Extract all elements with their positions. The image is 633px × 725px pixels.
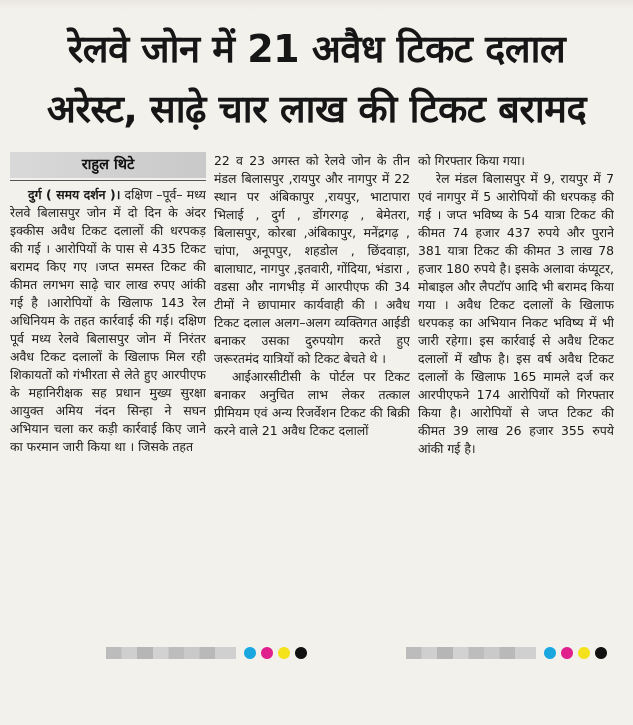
yellow-registration-dot bbox=[278, 647, 290, 659]
yellow-registration-dot-right bbox=[578, 647, 590, 659]
column-3-paragraph-1: को गिरफ्तार किया गया। bbox=[418, 153, 525, 168]
column-3-paragraph-2: रेल मंडल बिलासपुर में 9, रायपुर में 7 एवं नागपुर में 5 आरोपियों की धरपकड़ की गई । जप्त भविष्य के 54 यात्रा टिकट की कीमत 74 हजार 437 रुपये और पुराने 381 यात्रा टिकट की कीमत 3 लाख 78 हजार 180 रुपये है। इसके अलावा कंप्यूटर, मोबाइल और लैपटॉप आदि भी बरामद किया गया । अवैध टिकट दलालों के खिलाफ धरपकड़ का अभियान निकट भविष्य में भी जारी रहेगा। इस कार्रवाई से अवैध टिकट दलालों में खौफ है। इस वर्ष अवैध टिकट दलालों के खिलाफ 165 मामले दर्ज कर आरपीएफने 174 आरोपियों को गिरफ्तार किया है। आरोपियों से जप्त टिकट की कीमत 39 लाख 26 हजार 355 रुपये आंकी गई है। bbox=[418, 171, 614, 456]
top-edge-strip bbox=[0, 0, 633, 10]
article-column-2 bbox=[214, 152, 410, 440]
article-column-3 bbox=[418, 152, 614, 458]
byline: राहुल थिटे bbox=[10, 152, 206, 178]
magenta-registration-dot-right bbox=[561, 647, 573, 659]
column-2-paragraph-1: 22 व 23 अगस्त को रेलवे जोन के तीन मंडल बिलासपुर ,रायपुर और नागपुर में 22 स्थान पर अंबिकापुर ,रायपुर, भाटापारा भिलाई , दुर्ग , डोंगरगढ़ , बेमेतरा, बिलासपुर, कोरबा ,अंबिकापुर, मनेंद्रगढ़ , चांपा, अनूपपुर, शहडोल , छिंदवाड़ा, बालाघाट, नागपुर ,इतवारी, गोंदिया, भंडारा , वडसा और नागभीड़ में आरपीएफ की 34 टीमों ने छापामार कार्यवाही की । अवैध टिकट दलाल अलग–अलग व्यक्तिगत आईडी बनाकर उसका दुरुपयोग करते हुए जरूरतमंद यात्रियों को टिकट बेचते थे । bbox=[214, 153, 410, 366]
article-column-1 bbox=[10, 152, 206, 456]
column-1-text: दक्षिण –पूर्व– मध्य रेलवे बिलासपुर जोन में दो दिन के अंदर इक्कीस अवैध टिकट दलालों की धरपकड़ की गई । आरोपियों के पास से 435 टिकट बरामद किए गए ।जप्त समस्त टिकट की कीमत लगभग साढ़े चार लाख रुपए आंकी गई है ।आरोपियों के खिलाफ 143 रेल अधिनियम के तहत कार्रवाई की गई। दक्षिण पूर्व मध्य रेलवे बिलासपुर जोन में निरंतर अवैध टिकट दलालों के खिलाफ मिल रही शिकायतों को गंभीरता से लेते हुए आरपीएफ के महानिरीक्षक सह प्रधान मुख्य सुरक्षा आयुक्त अमिय नंदन सिन्हा ने सघन अभियान चला कर कड़ी कार्रवाई किए जाने का फरमान जारी किया था । जिसके तहत bbox=[10, 187, 206, 454]
headline-line-2: अरेस्ट, साढ़े चार लाख की टिकट बरामद bbox=[46, 87, 587, 131]
print-registration-bar-right bbox=[406, 647, 536, 659]
column-1-paragraph bbox=[10, 186, 206, 456]
black-registration-dot bbox=[295, 647, 307, 659]
cyan-registration-dot-right bbox=[544, 647, 556, 659]
black-registration-dot-right bbox=[595, 647, 607, 659]
dateline: दुर्ग ( समय दर्शन )। bbox=[28, 187, 121, 202]
cyan-registration-dot bbox=[244, 647, 256, 659]
headline-line-1: रेलवे जोन में 21 अवैध टिकट दलाल bbox=[67, 27, 566, 71]
column-2-paragraph-2: आईआरसीटीसी के पोर्टल पर टिकट बनाकर अनुचित लाभ लेकर तत्काल प्रीमियम एवं अन्य रिजर्वेशन टिकट की बिक्री करने वाले 21 अवैध टिकट दलालों bbox=[214, 369, 410, 438]
print-registration-bar-left bbox=[106, 647, 236, 659]
magenta-registration-dot bbox=[261, 647, 273, 659]
byline-rule bbox=[10, 180, 206, 181]
